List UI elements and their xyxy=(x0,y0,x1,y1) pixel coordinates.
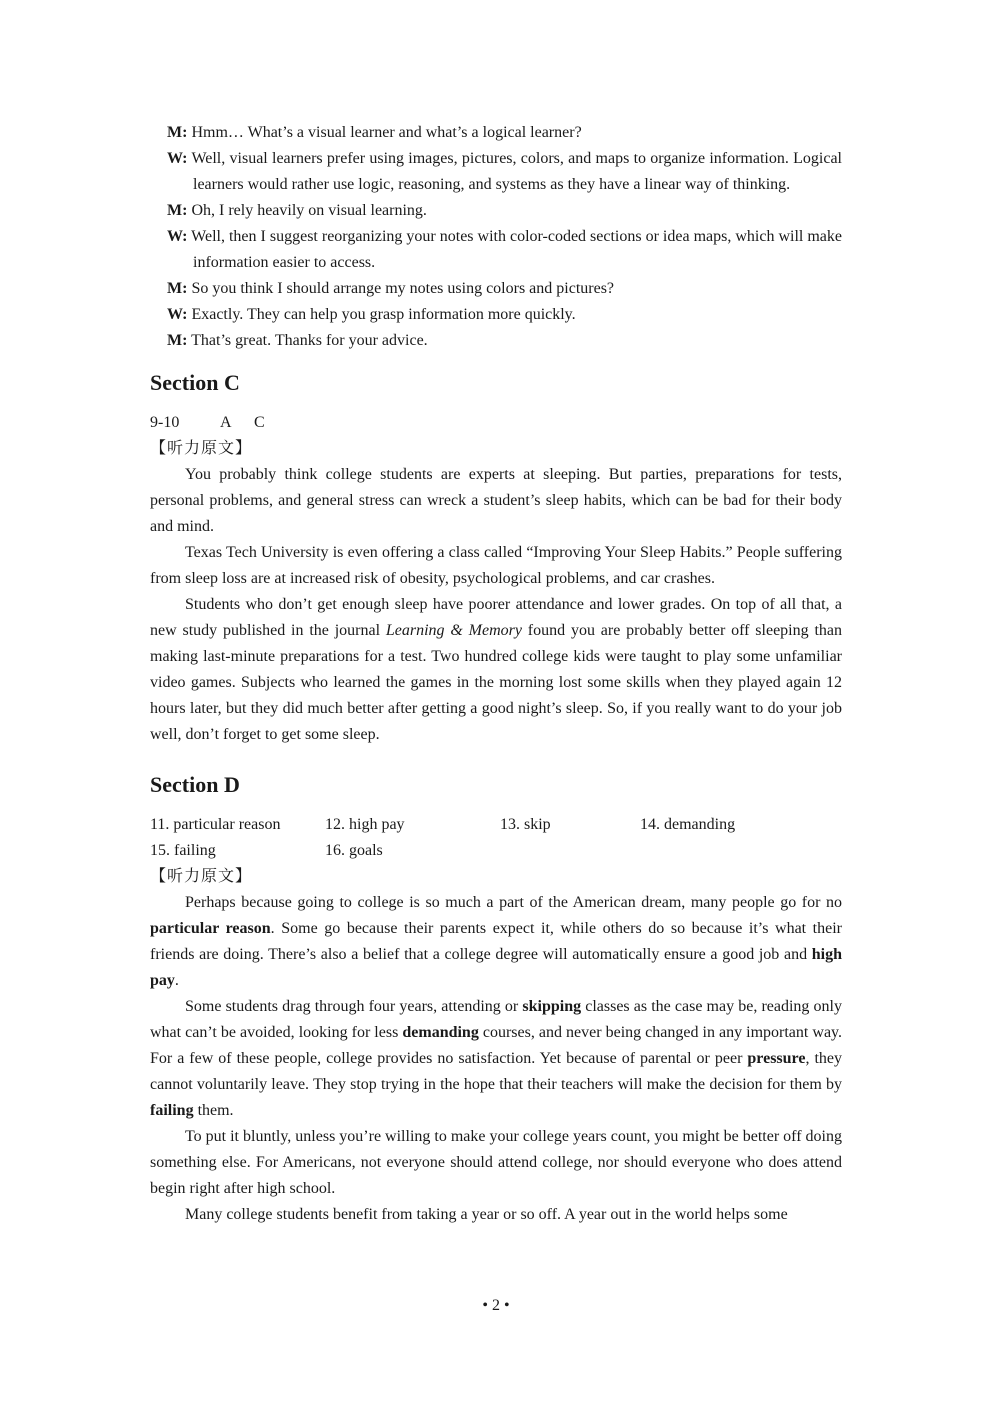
answer-item: 13. skip xyxy=(500,816,551,833)
transcript-tag: 【听力原文】 xyxy=(150,868,253,885)
dialogue-text: Well, then I suggest reorganizing your notes with color-coded sections or idea maps, which will make information easier to access. xyxy=(191,228,842,271)
section-c-answers xyxy=(150,410,842,436)
speaker-label: W: xyxy=(167,306,188,323)
dialogue-text: Hmm… What’s a visual learner and what’s a logical learner? xyxy=(191,124,582,141)
answer-letter: A xyxy=(220,414,232,431)
speaker-label: W: xyxy=(167,228,188,245)
dialogue-line xyxy=(167,146,842,198)
answer-item: 14. demanding xyxy=(640,816,736,833)
key-word: pressure xyxy=(747,1050,806,1067)
section-d-title: Section D xyxy=(150,772,240,797)
dialogue-text: Exactly. They can help you grasp information more quickly. xyxy=(191,306,576,323)
text-run: courses, and never being changed in any important way. For a few of these people, college provides no satisfaction. Yet because of parental or peer xyxy=(150,1024,843,1067)
dialogue-line xyxy=(167,328,842,354)
text-run: found you are probably better off sleeping than making last-minute preparations for a test. Two hundred college kids were taught to play some unfamiliar video games. Subjects who learned the games in the morning lost some skills when they played again 12 hours later, but they did much better after getting a good night’s sleep. So, if you really want to do your job well, don’t forget to get some sleep. xyxy=(150,622,842,743)
text-run: them. xyxy=(193,1102,234,1119)
journal-title: Learning & Memory xyxy=(385,622,522,639)
answer-number: 9-10 xyxy=(150,414,180,431)
speaker-label: M: xyxy=(167,280,188,297)
transcript-tag: 【听力原文】 xyxy=(150,440,253,457)
answer-letter: C xyxy=(254,414,265,431)
dialogue xyxy=(150,120,842,354)
dialogue-text: So you think I should arrange my notes using colors and pictures? xyxy=(191,280,615,297)
paragraph xyxy=(150,994,842,1124)
paragraph xyxy=(150,890,842,994)
page-number: • 2 • xyxy=(482,1297,510,1314)
page-content xyxy=(150,120,842,1228)
speaker-label: W: xyxy=(167,150,188,167)
dialogue-text: Well, visual learners prefer using images, pictures, colors, and maps to organize information. Logical learners would rather use logic, reasoning, and systems as they have a linear way of thinking. xyxy=(191,150,842,193)
paragraph xyxy=(150,592,842,748)
text-run: classes as the case may be, reading only what can’t be avoided, looking for less xyxy=(150,998,842,1041)
dialogue-line xyxy=(167,198,842,224)
paragraph: You probably think college students are experts at sleeping. But parties, preparations for tests, personal problems, and general stress can wreck a student’s sleep habits, which can be bad for their body and mind. xyxy=(150,466,842,535)
dialogue-line xyxy=(167,302,842,328)
dialogue-line xyxy=(167,120,842,146)
section-c-title: Section C xyxy=(150,370,240,395)
text-run: . xyxy=(174,972,179,989)
paragraph: Texas Tech University is even offering a class called “Improving Your Sleep Habits.” People suffering from sleep loss are at increased risk of obesity, psychological problems, and car crashes. xyxy=(150,544,842,587)
key-word: high pay xyxy=(150,946,842,989)
key-word: failing xyxy=(150,1102,194,1119)
paragraph: To put it bluntly, unless you’re willing to make your college years count, you might be better off doing something else. For Americans, not everyone should attend college, nor should everyone who does attend begin right after high school. xyxy=(150,1128,842,1197)
text-run: Some students drag through four years, attending or xyxy=(185,998,523,1015)
answer-item: 16. goals xyxy=(325,842,383,859)
paragraph: Many college students benefit from taking a year or so off. A year out in the world helps some xyxy=(185,1206,788,1223)
speaker-label: M: xyxy=(167,202,188,219)
dialogue-line xyxy=(167,276,842,302)
text-run: Perhaps because going to college is so much a part of the American dream, many people go for no xyxy=(185,894,842,911)
speaker-label: M: xyxy=(167,124,188,141)
text-run: Students who don’t get enough sleep have poorer attendance and lower grades. On top of all that, a new study published in the journal xyxy=(150,596,842,639)
text-run: . Some go because their parents expect it, while others do so because it’s what their friends are doing. There’s also a belief that a college degree will automatically ensure a good job and xyxy=(150,920,843,963)
text-run: , they cannot voluntarily leave. They stop trying in the hope that their teachers will make the decision for them by xyxy=(150,1050,843,1093)
answer-item: 15. failing xyxy=(150,842,216,859)
key-word: skipping xyxy=(522,998,582,1015)
answer-item: 11. particular reason xyxy=(150,816,281,833)
dialogue-line xyxy=(167,224,842,276)
dialogue-text: That’s great. Thanks for your advice. xyxy=(191,332,428,349)
answer-item: 12. high pay xyxy=(325,816,405,833)
key-word: particular reason xyxy=(150,920,271,937)
section-d-answers xyxy=(150,812,842,864)
key-word: demanding xyxy=(402,1024,479,1041)
speaker-label: M: xyxy=(167,332,188,349)
dialogue-text: Oh, I rely heavily on visual learning. xyxy=(191,202,427,219)
